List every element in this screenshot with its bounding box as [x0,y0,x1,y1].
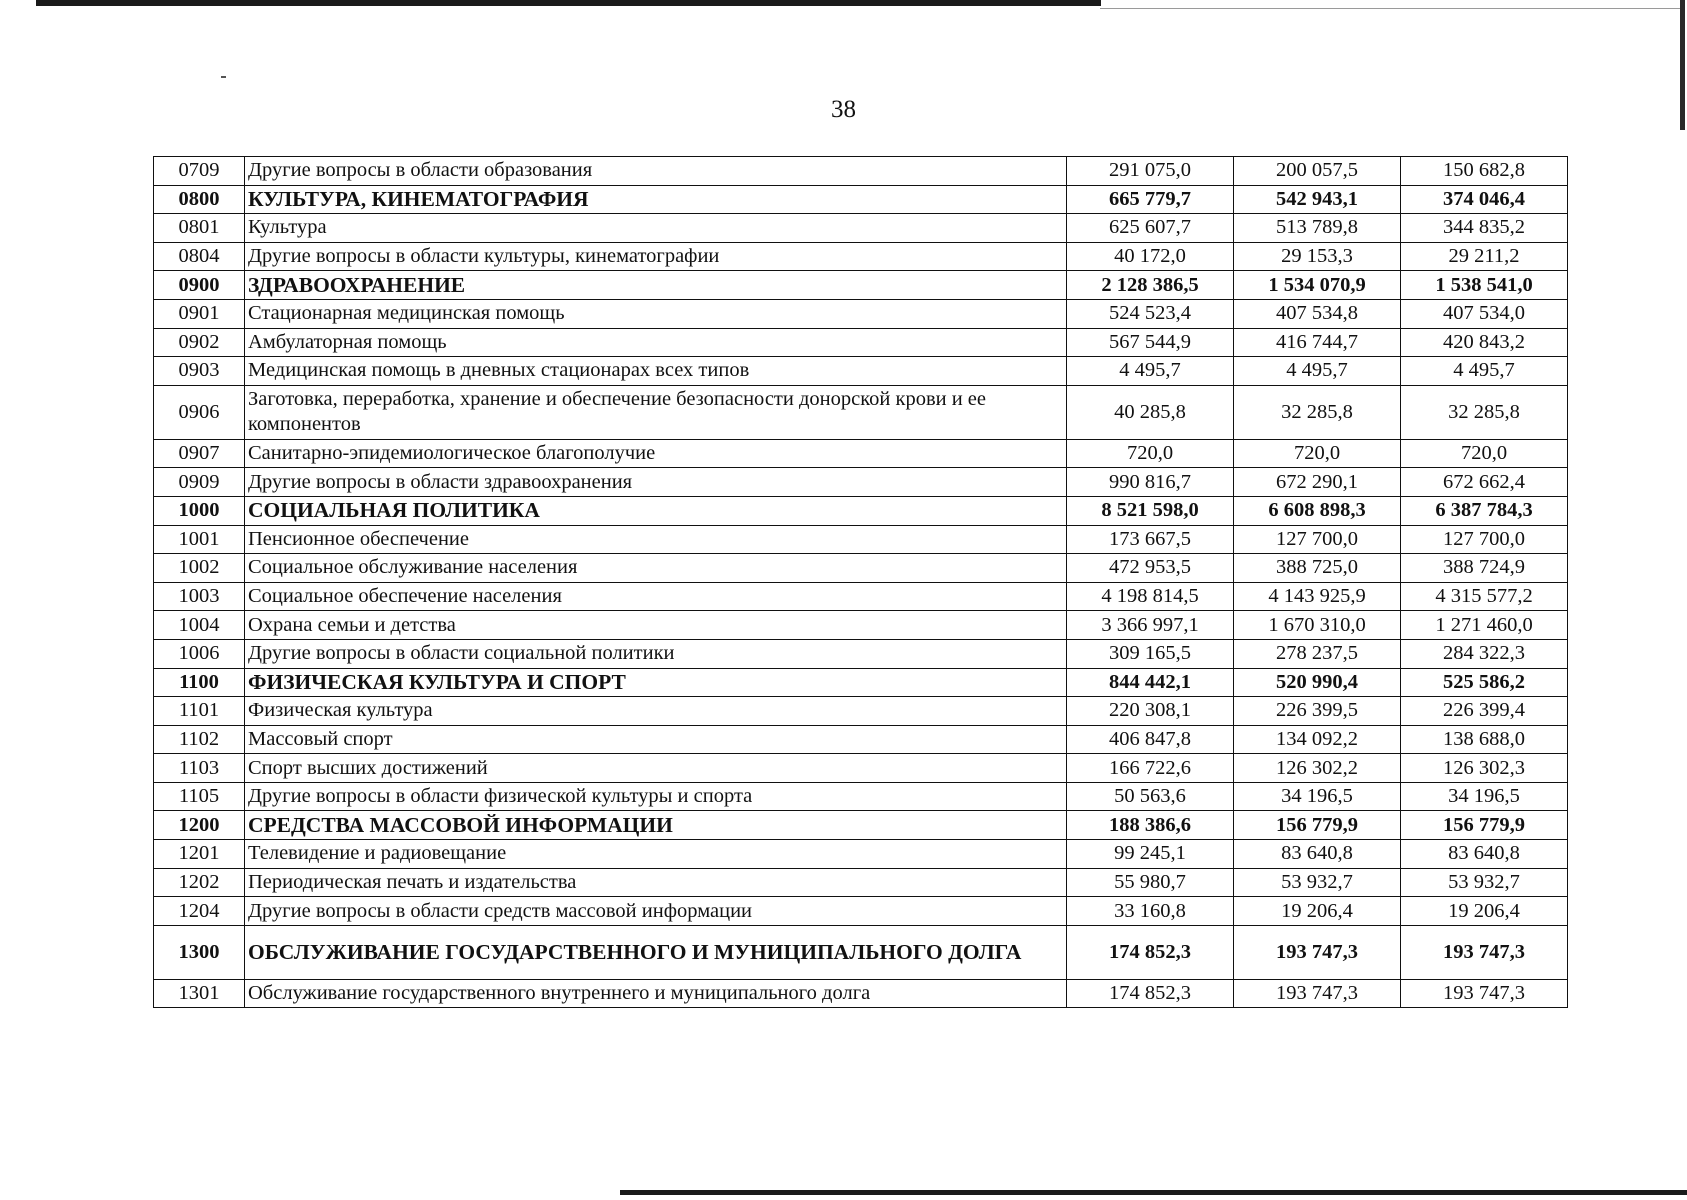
scan-edge-top-thin [1100,8,1680,9]
scan-edge-bottom [620,1190,1687,1195]
row-name: Пенсионное обеспечение [245,525,1067,554]
row-name: Периодическая печать и издательства [245,868,1067,897]
table-row [154,385,1568,439]
row-value-3: 407 534,0 [1401,299,1568,328]
row-name: ФИЗИЧЕСКАЯ КУЛЬТУРА И СПОРТ [245,668,1067,697]
row-code: 1202 [154,868,245,897]
row-code: 1101 [154,697,245,726]
row-name: Физическая культура [245,697,1067,726]
scan-edge-top [36,0,1101,6]
row-value-1: 309 165,5 [1067,639,1234,668]
row-value-1: 990 816,7 [1067,468,1234,497]
row-name: Другие вопросы в области культуры, кинематографии [245,242,1067,271]
table-row [154,214,1568,243]
row-value-3: 4 495,7 [1401,357,1568,386]
row-value-2: 672 290,1 [1234,468,1401,497]
row-value-2: 156 779,9 [1234,811,1401,840]
row-value-3: 374 046,4 [1401,185,1568,214]
row-name: Спорт высших достижений [245,754,1067,783]
section-row [154,496,1568,525]
row-code: 0801 [154,214,245,243]
row-code: 1200 [154,811,245,840]
row-value-3: 19 206,4 [1401,897,1568,926]
scan-speck [221,76,226,78]
row-value-3: 6 387 784,3 [1401,496,1568,525]
row-value-1: 174 852,3 [1067,979,1234,1008]
row-value-1: 844 442,1 [1067,668,1234,697]
table-row [154,897,1568,926]
row-value-2: 278 237,5 [1234,639,1401,668]
row-value-1: 625 607,7 [1067,214,1234,243]
budget-table [153,156,1568,1008]
row-name: Культура [245,214,1067,243]
row-value-2: 513 789,8 [1234,214,1401,243]
row-value-3: 138 688,0 [1401,725,1568,754]
row-value-2: 200 057,5 [1234,157,1401,186]
section-row [154,811,1568,840]
table-row [154,357,1568,386]
section-row [154,271,1568,300]
row-name: Социальное обслуживание населения [245,554,1067,583]
table-row [154,242,1568,271]
row-code: 1105 [154,782,245,811]
row-name: Другие вопросы в области образования [245,157,1067,186]
row-value-1: 50 563,6 [1067,782,1234,811]
table-row [154,979,1568,1008]
row-code: 0907 [154,439,245,468]
row-code: 1204 [154,897,245,926]
row-name: Социальное обеспечение населения [245,582,1067,611]
row-value-3: 126 302,3 [1401,754,1568,783]
row-value-3: 34 196,5 [1401,782,1568,811]
row-value-1: 4 495,7 [1067,357,1234,386]
row-value-2: 193 747,3 [1234,979,1401,1008]
row-name: Медицинская помощь в дневных стационарах всех типов [245,357,1067,386]
row-name: Обслуживание государственного внутреннего и муниципального долга [245,979,1067,1008]
row-value-3: 344 835,2 [1401,214,1568,243]
row-code: 0906 [154,385,245,439]
row-value-2: 416 744,7 [1234,328,1401,357]
row-code: 1000 [154,496,245,525]
row-value-2: 126 302,2 [1234,754,1401,783]
row-value-2: 388 725,0 [1234,554,1401,583]
row-value-2: 19 206,4 [1234,897,1401,926]
row-value-3: 720,0 [1401,439,1568,468]
table-row [154,868,1568,897]
row-value-1: 188 386,6 [1067,811,1234,840]
row-value-1: 472 953,5 [1067,554,1234,583]
row-value-1: 3 366 997,1 [1067,611,1234,640]
row-value-2: 407 534,8 [1234,299,1401,328]
row-value-2: 720,0 [1234,439,1401,468]
row-value-2: 83 640,8 [1234,840,1401,869]
budget-table-body [154,157,1568,1008]
row-code: 0709 [154,157,245,186]
row-value-1: 220 308,1 [1067,697,1234,726]
table-row [154,697,1568,726]
row-value-3: 4 315 577,2 [1401,582,1568,611]
row-value-3: 32 285,8 [1401,385,1568,439]
row-value-1: 174 852,3 [1067,925,1234,979]
row-code: 0902 [154,328,245,357]
row-code: 1003 [154,582,245,611]
row-value-2: 1 670 310,0 [1234,611,1401,640]
table-row [154,468,1568,497]
row-name: Охрана семьи и детства [245,611,1067,640]
row-name: СРЕДСТВА МАССОВОЙ ИНФОРМАЦИИ [245,811,1067,840]
row-name: Другие вопросы в области социальной политики [245,639,1067,668]
table-row [154,157,1568,186]
table-row [154,840,1568,869]
table-row [154,754,1568,783]
row-code: 0909 [154,468,245,497]
row-value-1: 291 075,0 [1067,157,1234,186]
row-value-3: 226 399,4 [1401,697,1568,726]
row-value-1: 567 544,9 [1067,328,1234,357]
row-code: 1100 [154,668,245,697]
row-value-2: 520 990,4 [1234,668,1401,697]
row-value-2: 4 495,7 [1234,357,1401,386]
row-code: 0800 [154,185,245,214]
table-row [154,328,1568,357]
row-value-2: 134 092,2 [1234,725,1401,754]
row-value-2: 1 534 070,9 [1234,271,1401,300]
row-value-2: 4 143 925,9 [1234,582,1401,611]
row-value-2: 542 943,1 [1234,185,1401,214]
row-name: Стационарная медицинская помощь [245,299,1067,328]
row-value-3: 29 211,2 [1401,242,1568,271]
row-name: Массовый спорт [245,725,1067,754]
row-value-2: 29 153,3 [1234,242,1401,271]
row-name: Санитарно-эпидемиологическое благополучие [245,439,1067,468]
row-code: 1102 [154,725,245,754]
row-value-1: 55 980,7 [1067,868,1234,897]
row-value-3: 127 700,0 [1401,525,1568,554]
row-name: Другие вопросы в области здравоохранения [245,468,1067,497]
row-value-1: 166 722,6 [1067,754,1234,783]
row-value-2: 53 932,7 [1234,868,1401,897]
row-name: Другие вопросы в области средств массовой информации [245,897,1067,926]
row-code: 1001 [154,525,245,554]
row-value-3: 150 682,8 [1401,157,1568,186]
section-row [154,185,1568,214]
row-value-3: 156 779,9 [1401,811,1568,840]
row-value-1: 4 198 814,5 [1067,582,1234,611]
row-code: 1006 [154,639,245,668]
row-value-1: 720,0 [1067,439,1234,468]
row-value-3: 53 932,7 [1401,868,1568,897]
row-name: ОБСЛУЖИВАНИЕ ГОСУДАРСТВЕННОГО И МУНИЦИПАЛЬНОГО ДОЛГА [245,925,1067,979]
table-row [154,299,1568,328]
row-name: Заготовка, переработка, хранение и обеспечение безопасности донорской крови и ее компонентов [245,385,1067,439]
row-name: СОЦИАЛЬНАЯ ПОЛИТИКА [245,496,1067,525]
row-value-3: 193 747,3 [1401,925,1568,979]
row-code: 1002 [154,554,245,583]
table-row [154,582,1568,611]
row-value-2: 226 399,5 [1234,697,1401,726]
row-value-1: 524 523,4 [1067,299,1234,328]
table-row [154,782,1568,811]
table-row [154,611,1568,640]
row-code: 0903 [154,357,245,386]
section-row [154,925,1568,979]
row-value-2: 127 700,0 [1234,525,1401,554]
row-code: 1301 [154,979,245,1008]
row-value-1: 33 160,8 [1067,897,1234,926]
row-code: 1300 [154,925,245,979]
row-value-2: 6 608 898,3 [1234,496,1401,525]
row-value-3: 1 538 541,0 [1401,271,1568,300]
row-name: Другие вопросы в области физической культуры и спорта [245,782,1067,811]
table-row [154,639,1568,668]
row-code: 1103 [154,754,245,783]
row-name: Амбулаторная помощь [245,328,1067,357]
row-value-3: 193 747,3 [1401,979,1568,1008]
table-row [154,725,1568,754]
row-value-1: 406 847,8 [1067,725,1234,754]
row-value-2: 32 285,8 [1234,385,1401,439]
row-code: 0901 [154,299,245,328]
row-value-3: 1 271 460,0 [1401,611,1568,640]
row-value-1: 99 245,1 [1067,840,1234,869]
row-value-1: 8 521 598,0 [1067,496,1234,525]
row-code: 1201 [154,840,245,869]
row-value-2: 193 747,3 [1234,925,1401,979]
row-code: 0900 [154,271,245,300]
row-name: КУЛЬТУРА, КИНЕМАТОГРАФИЯ [245,185,1067,214]
row-value-3: 420 843,2 [1401,328,1568,357]
row-name: ЗДРАВООХРАНЕНИЕ [245,271,1067,300]
row-code: 0804 [154,242,245,271]
section-row [154,668,1568,697]
row-value-1: 665 779,7 [1067,185,1234,214]
row-value-2: 34 196,5 [1234,782,1401,811]
row-name: Телевидение и радиовещание [245,840,1067,869]
row-code: 1004 [154,611,245,640]
row-value-3: 284 322,3 [1401,639,1568,668]
row-value-1: 173 667,5 [1067,525,1234,554]
row-value-1: 40 172,0 [1067,242,1234,271]
row-value-3: 388 724,9 [1401,554,1568,583]
table-row [154,439,1568,468]
row-value-3: 525 586,2 [1401,668,1568,697]
table-row [154,554,1568,583]
table-row [154,525,1568,554]
row-value-1: 2 128 386,5 [1067,271,1234,300]
row-value-3: 83 640,8 [1401,840,1568,869]
row-value-3: 672 662,4 [1401,468,1568,497]
row-value-1: 40 285,8 [1067,385,1234,439]
page-number: 38 [831,96,856,123]
